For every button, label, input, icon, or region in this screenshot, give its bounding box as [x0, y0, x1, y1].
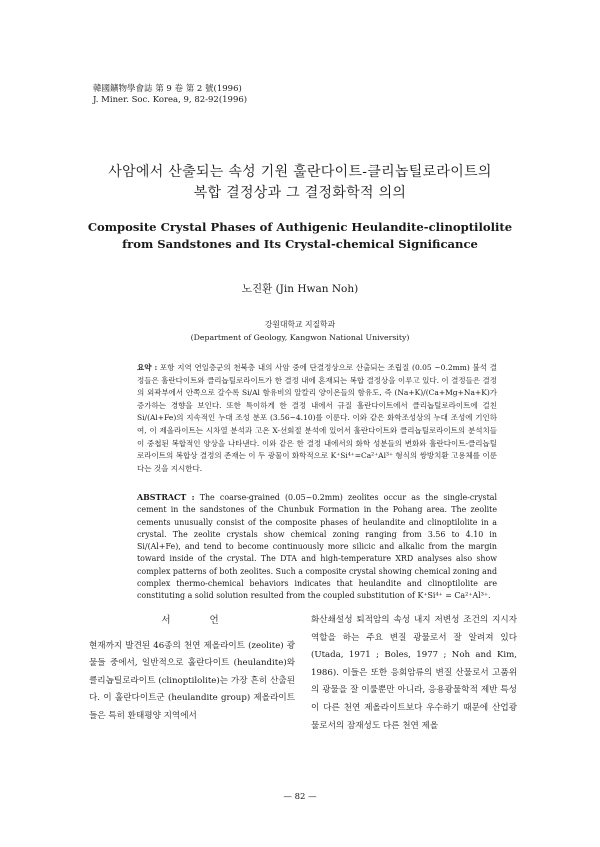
- abstract-korean-text: 포항 지역 연일층군의 천북층 내의 사암 중에 단결정상으로 산출되는 조립질 (0.05 ~0.2mm) 불석 결정들은 훌란다이트와 클리놉틸로라이트가 한 결정 내에 혼재되는 복합 결정상을 이루고 있다. 이 결정들은 결정의 외곽부에서 안쪽으로 갈수록 Si/Al 함유비의 알칼리 양이온들의 함유도, 즉 (Na+K)/(Ca+Mg+Na+K)가 증가하는 경향을 보인다. 또한 특이하게 한 결정 내에서 규질 훌란다이트에서 클리놉틸로라이트에 걸친 Si/(Al+Fe)의 지속적인 누대 조성 분포 (3.56~4.10)를 이룬다. 이와 같은 화학조성상의 누대 조성에 기인하여, 이 제올라이트는 시차열 분석과 고온 X-선회절 분석에 있어서 훌란다이트와 클리놉틸로라이트의 분석치들이 중첩된 복합적인 양상을 나타낸다. 이와 같은 한 결정 내에서의 화학 성분들의 변화와 훌란다이트-클리놉틸로라이트의 복합상 결정의 존재는 이 두 광물이 화학적으로 K⁺Si⁴⁺=Ca²⁺Al³⁺ 형식의 쌍방치환 고용체를 이룬다는 것을 지시한다.: [137, 363, 497, 473]
- introduction-paragraph-left: 현재까지 발견된 46종의 천연 제올라이트 (zeolite) 광물들 중에서, 일반적으로 훌란다이트 (heulandite)와 클리놉틸로라이트 (clinoptilolite)는 가장 흔히 산출된다. 이 훌란다이트군 (heulandite group) 제올라이트들은 특히 환태평양 지역에서: [89, 640, 295, 721]
- introduction-paragraph-right: 화산쇄설성 퇴적암의 속성 내지 저변성 조건의 지시자 역할을 하는 주요 변질 광물로서 잘 알려져 있다 (Utada, 1971 ; Boles, 1977 ; Noh and Kim, 1986). 이들은 또한 응회암류의 변질 산물로서 고품위의 광물을 잘 이룰뿐만 아니라, 응용광물학적 제반 특성이 다른 천연 제올라이트보다 우수하기 때문에 산업광물로서의 잠재성도 다른 천연 제올: [311, 615, 517, 731]
- body-column-right: [311, 612, 517, 735]
- korean-title-line-2: 복합 결정상과 그 결정화학적 의의: [193, 185, 407, 201]
- introduction-heading: 서 언: [161, 615, 237, 626]
- page-number: — 82 —: [283, 792, 317, 802]
- korean-title: [40, 162, 560, 204]
- abstract-english-text: The coarse-grained (0.05~0.2mm) zeolites occur as the single-crystal cement in the sandstones of the Chunbuk Formation in the Pohang area. The zeolite cements unusually consist of the composite phases of heulandite and clinoptilolite in a crystal. The zeolite crystals show chemical zoning ranging from 3.56 to 4.10 in Si/(Al+Fe), and tend to become continuously more silicic and alkalic from the margin toward inside of the crystal. The DTA and high-temperature XRD analyses also show complex patterns of both zeolites. Such a composite crystal showing chemical zoning and complex thermo-chemical behaviors indicates that heulandite and clinoptilolite are constituting a solid solution resulted from the coupled substitution of K⁺Si⁴⁺ = Ca²⁺Al³⁺.: [137, 493, 497, 601]
- journal-header: [93, 84, 247, 106]
- english-title: [40, 219, 560, 253]
- affiliation-en: (Department of Geology, Kangwon National University): [190, 333, 410, 342]
- abstract-english: [137, 492, 497, 603]
- abstract-korean: [137, 362, 497, 475]
- english-title-line-2: from Sandstones and Its Crystal-chemical Significance: [122, 237, 478, 251]
- journal-citation-en: J. Miner. Soc. Korea, 9, 82-92(1996): [93, 95, 248, 105]
- journal-citation-ko: 韓國鑛物學會誌 第 9 卷 第 2 號(1996): [93, 84, 242, 94]
- affiliation: [40, 318, 560, 344]
- english-title-line-1: Composite Crystal Phases of Authigenic Heulandite-clinoptilolite: [87, 220, 513, 234]
- abstract-english-lead: ABSTRACT :: [137, 493, 195, 502]
- korean-title-line-1: 사암에서 산출되는 속성 기원 훌란다이트-클리놉틸로라이트의: [108, 164, 492, 180]
- affiliation-ko: 강원대학교 지질학과: [264, 320, 336, 329]
- author-name: 노진환 (Jin Hwan Noh): [241, 283, 359, 295]
- abstract-korean-lead: 요약 :: [137, 363, 158, 372]
- body-column-left: [89, 612, 295, 726]
